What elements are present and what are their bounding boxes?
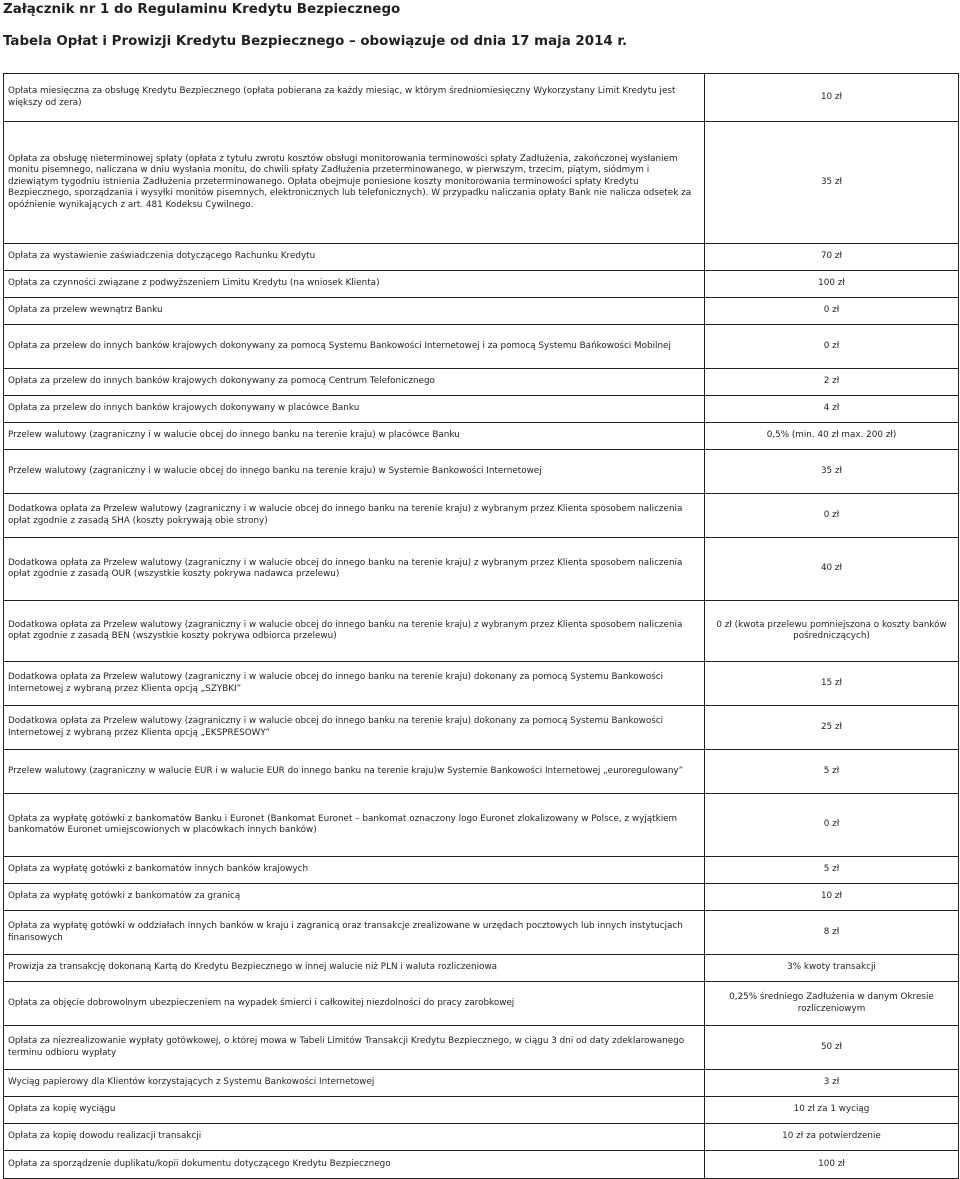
fee-amount: 0 zł (705, 325, 959, 369)
fee-description: Opłata za sporządzenie duplikatu/kopii dokumentu dotyczącego Kredytu Bezpiecznego (4, 1151, 705, 1179)
table-row (4, 423, 959, 450)
fee-description: Opłata za objęcie dobrowolnym ubezpieczeniem na wypadek śmierci i całkowitej niezdolności do pracy zarobkowej (4, 982, 705, 1026)
document-subtitle: Tabela Opłat i Prowizji Kredytu Bezpiecznego – obowiązuje od dnia 17 maja 2014 r. (3, 34, 628, 49)
fee-amount: 40 zł (705, 538, 959, 601)
fee-description: Dodatkowa opłata za Przelew walutowy (zagraniczny i w walucie obcej do innego banku na terenie kraju) z wybranym przez Klienta sposobem naliczenia opłat zgodnie z zasadą OUR (wszystkie koszty pokrywa nadawca przelewu) (4, 538, 705, 601)
table-row (4, 538, 959, 601)
table-row (4, 911, 959, 955)
fee-description: Wyciąg papierowy dla Klientów korzystających z Systemu Bankowości Internetowej (4, 1070, 705, 1097)
fee-amount: 10 zł za potwierdzenie (705, 1124, 959, 1151)
table-row (4, 1124, 959, 1151)
fee-description: Opłata za obsługę nieterminowej spłaty (opłata z tytułu zwrotu kosztów obsługi monitorowania terminowości spłaty Zadłużenia, zakończonej wysłaniem monitu pisemnego, naliczana w dniu wysłania monitu, do chwili spłaty Zadłużenia przeterminowanego, w pierwszym, trzecim, piątym, siódmym i dziewiątym tygodniu istnienia Zadłużenia przeterminowanego. Opłata obejmuje poniesione koszty monitorowania terminowości spłaty Kredytu Bezpiecznego, sporządzania i wysyłki monitów pisemnych, elektronicznych lub telefonicznych). W przypadku naliczania opłaty Bank nie nalicza odsetek za opóźnienie wynikających z art. 481 Kodeksu Cywilnego. (4, 122, 705, 244)
table-row (4, 298, 959, 325)
fee-description: Opłata za przelew do innych banków krajowych dokonywany za pomocą Systemu Bankowości Internetowej i za pomocą Systemu Bańkowości Mobilnej (4, 325, 705, 369)
fee-amount: 50 zł (705, 1026, 959, 1070)
fee-amount: 3% kwoty transakcji (705, 955, 959, 982)
fee-amount: 0,25% średniego Zadłużenia w danym Okresie rozliczeniowym (705, 982, 959, 1026)
fee-description: Opłata za wypłatę gotówki w oddziałach innych banków w kraju i zagranicą oraz transakcje zrealizowane w urzędach pocztowych lub innych instytucjach finansowych (4, 911, 705, 955)
fee-amount: 4 zł (705, 396, 959, 423)
fee-description: Dodatkowa opłata za Przelew walutowy (zagraniczny i w walucie obcej do innego banku na terenie kraju) dokonany za pomocą Systemu Bankowości Internetowej z wybraną przez Klienta opcją „EKSPRESOWY” (4, 706, 705, 750)
fee-description: Przelew walutowy (zagraniczny w walucie EUR i w walucie EUR do innego banku na terenie kraju)w Systemie Bankowości Internetowej „euroregulowany” (4, 750, 705, 794)
fee-amount: 100 zł (705, 271, 959, 298)
fee-description: Opłata za przelew do innych banków krajowych dokonywany za pomocą Centrum Telefonicznego (4, 369, 705, 396)
table-row (4, 1026, 959, 1070)
fee-description: Opłata za wystawienie zaświadczenia dotyczącego Rachunku Kredytu (4, 244, 705, 271)
fee-amount: 10 zł (705, 74, 959, 122)
fee-description: Opłata za przelew wewnątrz Banku (4, 298, 705, 325)
fee-amount: 5 zł (705, 857, 959, 884)
fee-amount: 100 zł (705, 1151, 959, 1179)
fee-description: Prowizja za transakcję dokonaną Kartą do Kredytu Bezpiecznego w innej walucie niż PLN i waluta rozliczeniowa (4, 955, 705, 982)
table-row (4, 1151, 959, 1179)
table-row (4, 1070, 959, 1097)
fee-description: Opłata za wypłatę gotówki z bankomatów innych banków krajowych (4, 857, 705, 884)
fee-description: Dodatkowa opłata za Przelew walutowy (zagraniczny i w walucie obcej do innego banku na terenie kraju) z wybranym przez Klienta sposobem naliczenia opłat zgodnie z zasadą BEN (wszystkie koszty pokrywa odbiorca przelewu) (4, 601, 705, 662)
fee-amount: 0 zł (705, 494, 959, 538)
table-row (4, 750, 959, 794)
table-row (4, 396, 959, 423)
table-row (4, 271, 959, 298)
fee-amount: 70 zł (705, 244, 959, 271)
table-row (4, 494, 959, 538)
table-row (4, 794, 959, 857)
fee-description: Opłata miesięczna za obsługę Kredytu Bezpiecznego (opłata pobierana za każdy miesiąc, w którym średniomiesięczny Wykorzystany Limit Kredytu jest większy od zera) (4, 74, 705, 122)
fee-description: Opłata za wypłatę gotówki z bankomatów za granicą (4, 884, 705, 911)
fee-amount: 5 zł (705, 750, 959, 794)
fee-description: Opłata za kopię dowodu realizacji transakcji (4, 1124, 705, 1151)
fee-description: Przelew walutowy (zagraniczny i w walucie obcej do innego banku na terenie kraju) w Systemie Bankowości Internetowej (4, 450, 705, 494)
fee-description: Opłata za wypłatę gotówki z bankomatów Banku i Euronet (Bankomat Euronet – bankomat oznaczony logo Euronet zlokalizowany w Polsce, z wyjątkiem bankomatów Euronet umiejscowionych w placówkach innych banków) (4, 794, 705, 857)
table-row (4, 982, 959, 1026)
fee-description: Opłata za czynności związane z podwyższeniem Limitu Kredytu (na wniosek Klienta) (4, 271, 705, 298)
fee-amount: 10 zł za 1 wyciąg (705, 1097, 959, 1124)
fee-description: Opłata za przelew do innych banków krajowych dokonywany w placówce Banku (4, 396, 705, 423)
table-row (4, 122, 959, 244)
table-row (4, 325, 959, 369)
fee-amount: 3 zł (705, 1070, 959, 1097)
table-row (4, 857, 959, 884)
fee-amount: 0,5% (min. 40 zł max. 200 zł) (705, 423, 959, 450)
table-row (4, 706, 959, 750)
fee-description: Przelew walutowy (zagraniczny i w walucie obcej do innego banku na terenie kraju) w placówce Banku (4, 423, 705, 450)
fee-amount: 0 zł (705, 794, 959, 857)
fee-amount: 25 zł (705, 706, 959, 750)
table-row (4, 1097, 959, 1124)
fee-amount: 35 zł (705, 450, 959, 494)
table-row (4, 450, 959, 494)
document-title: Załącznik nr 1 do Regulaminu Kredytu Bezpiecznego (3, 2, 401, 17)
table-row (4, 369, 959, 396)
table-row (4, 662, 959, 706)
table-row (4, 74, 959, 122)
fee-amount: 0 zł (kwota przelewu pomniejszona o koszty banków pośredniczących) (705, 601, 959, 662)
fee-amount: 2 zł (705, 369, 959, 396)
fee-amount: 10 zł (705, 884, 959, 911)
table-row (4, 884, 959, 911)
fee-table (3, 73, 959, 1179)
table-row (4, 955, 959, 982)
fee-description: Dodatkowa opłata za Przelew walutowy (zagraniczny i w walucie obcej do innego banku na terenie kraju) z wybranym przez Klienta sposobem naliczenia opłat zgodnie z zasadą SHA (koszty pokrywają obie strony) (4, 494, 705, 538)
fee-amount: 15 zł (705, 662, 959, 706)
table-row (4, 244, 959, 271)
fee-table-body (4, 74, 959, 1179)
fee-description: Opłata za niezrealizowanie wypłaty gotówkowej, o której mowa w Tabeli Limitów Transakcji Kredytu Bezpiecznego, w ciągu 3 dni od daty zdeklarowanego terminu odbioru wypłaty (4, 1026, 705, 1070)
fee-amount: 35 zł (705, 122, 959, 244)
fee-amount: 8 zł (705, 911, 959, 955)
fee-amount: 0 zł (705, 298, 959, 325)
table-row (4, 601, 959, 662)
fee-description: Opłata za kopię wyciągu (4, 1097, 705, 1124)
fee-description: Dodatkowa opłata za Przelew walutowy (zagraniczny i w walucie obcej do innego banku na terenie kraju) dokonany za pomocą Systemu Bankowości Internetowej z wybraną przez Klienta opcją „SZYBKI” (4, 662, 705, 706)
